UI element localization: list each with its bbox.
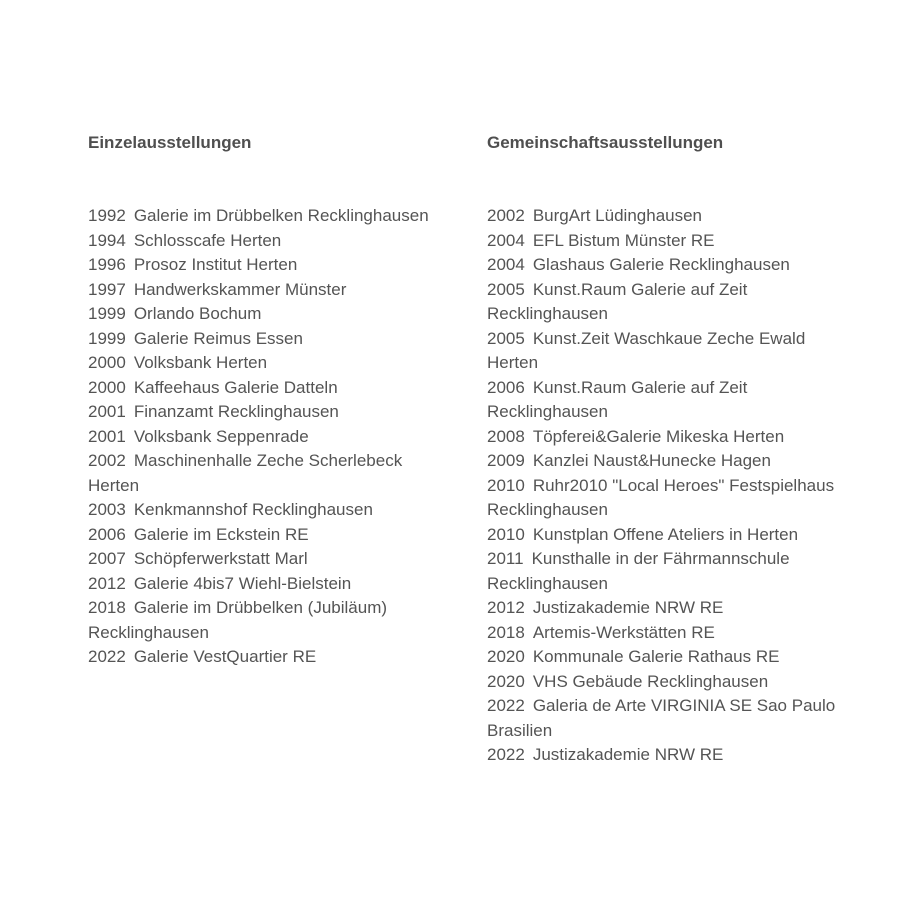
exhibition-venue: Kunstplan Offene Ateliers in Herten [532, 524, 799, 544]
exhibition-entry [487, 645, 847, 670]
solo-exhibitions-heading: Einzelausstellungen [88, 133, 252, 152]
exhibition-venue: Kunsthalle in der Fährmannschule Recklinghausen [487, 549, 790, 593]
exhibition-entry [88, 547, 448, 572]
exhibition-year: 2010 [487, 524, 525, 544]
exhibition-venue: VHS Gebäude Recklinghausen [532, 671, 769, 691]
exhibition-year: 2012 [487, 598, 525, 617]
exhibition-entry [88, 572, 448, 597]
exhibition-year: 2005 [487, 279, 525, 299]
exhibition-venue: Orlando Bochum [133, 304, 262, 323]
exhibition-year: 1996 [88, 255, 126, 274]
exhibition-entry [487, 327, 847, 376]
exhibition-year: 2018 [487, 622, 525, 642]
exhibition-venue: Finanzamt Recklinghausen [133, 402, 339, 421]
exhibition-venue: Kunst.Zeit Waschkaue Zeche Ewald Herten [487, 328, 806, 372]
exhibition-year: 2009 [487, 451, 525, 470]
exhibition-entry [487, 523, 847, 548]
exhibition-entry [88, 278, 448, 303]
exhibition-venue: Töpferei&Galerie Mikeska Herten [532, 426, 785, 446]
exhibition-entry [88, 596, 448, 645]
exhibition-entry [88, 351, 448, 376]
exhibition-year: 2018 [88, 598, 126, 617]
exhibition-entry [487, 376, 847, 425]
exhibition-entry [487, 278, 847, 327]
exhibition-entry [487, 743, 847, 768]
exhibition-venue: Galerie Reimus Essen [133, 328, 303, 348]
exhibition-year: 1992 [88, 206, 126, 225]
exhibition-entry [88, 523, 448, 548]
exhibition-entry [88, 302, 448, 327]
exhibition-entry [487, 621, 847, 646]
exhibition-venue: Maschinenhalle Zeche Scherlebeck Herten [88, 451, 403, 495]
exhibition-venue: Volksbank Seppenrade [133, 426, 309, 446]
exhibition-venue: Kenkmannshof Recklinghausen [133, 500, 373, 519]
exhibition-entry [487, 204, 847, 229]
exhibition-year: 2001 [88, 402, 126, 421]
exhibition-venue: Kommunale Galerie Rathaus RE [532, 647, 780, 666]
exhibition-year: 2011 [487, 549, 524, 568]
exhibition-year: 2020 [487, 671, 525, 691]
exhibition-entry [487, 694, 847, 743]
exhibition-venue: Kaffeehaus Galerie Datteln [133, 377, 338, 397]
exhibition-entry [88, 204, 448, 229]
exhibition-entry [487, 547, 847, 596]
solo-exhibitions-column [88, 131, 458, 666]
exhibition-year: 2012 [88, 573, 126, 593]
exhibition-entry [88, 425, 448, 450]
exhibition-venue: Galeria de Arte VIRGINIA SE Sao Paulo Brasilien [487, 696, 836, 740]
exhibition-year: 2020 [487, 647, 525, 666]
exhibition-entry [88, 376, 448, 401]
exhibition-venue: Justizakademie NRW RE [532, 745, 724, 764]
exhibition-venue: Kunst.Raum Galerie auf Zeit Recklinghausen [487, 279, 748, 323]
exhibition-year: 2022 [487, 696, 525, 715]
exhibition-year: 2000 [88, 377, 126, 397]
solo-exhibitions-list [88, 204, 448, 670]
exhibition-year: 2007 [88, 549, 126, 568]
exhibition-entry [487, 229, 847, 254]
exhibition-year: 2001 [88, 426, 126, 446]
exhibition-venue: Galerie 4bis7 Wiehl-Bielstein [133, 573, 352, 593]
exhibition-venue: Kunst.Raum Galerie auf Zeit Recklinghausen [487, 377, 748, 421]
exhibition-entry [88, 449, 448, 498]
exhibition-year: 2010 [487, 475, 525, 495]
exhibition-entry [487, 253, 847, 278]
exhibition-year: 2022 [88, 647, 126, 666]
exhibition-venue: EFL Bistum Münster RE [532, 230, 715, 250]
exhibition-year: 2006 [88, 524, 126, 544]
exhibition-year: 2004 [487, 230, 525, 250]
exhibition-entry [487, 596, 847, 621]
exhibition-year: 1999 [88, 304, 126, 323]
group-exhibitions-list [487, 204, 847, 768]
exhibition-venue: Schlosscafe Herten [133, 230, 282, 250]
exhibition-venue: Glashaus Galerie Recklinghausen [532, 255, 790, 274]
exhibition-venue: Handwerkskammer Münster [133, 279, 347, 299]
exhibition-entry [487, 670, 847, 695]
exhibition-year: 1999 [88, 328, 126, 348]
exhibition-entry [88, 327, 448, 352]
exhibition-venue: Justizakademie NRW RE [532, 598, 724, 617]
exhibition-venue: Artemis-Werkstätten RE [532, 622, 715, 642]
exhibition-year: 2004 [487, 255, 525, 274]
exhibition-year: 2000 [88, 353, 126, 372]
group-exhibitions-column [487, 131, 857, 764]
exhibition-entry [88, 498, 448, 523]
exhibition-venue: Galerie im Drübbelken Recklinghausen [133, 206, 429, 225]
exhibition-year: 2003 [88, 500, 126, 519]
exhibition-venue: Galerie VestQuartier RE [133, 647, 317, 666]
exhibition-venue: Schöpferwerkstatt Marl [133, 549, 308, 568]
exhibition-entry [487, 425, 847, 450]
exhibition-venue: Kanzlei Naust&Hunecke Hagen [532, 451, 771, 470]
exhibition-venue: Ruhr2010 "Local Heroes" Festspielhaus Recklinghausen [487, 475, 835, 519]
exhibition-year: 2002 [487, 206, 525, 225]
exhibition-entry [487, 474, 847, 523]
group-exhibitions-heading: Gemeinschaftsausstellungen [487, 133, 724, 152]
exhibition-year: 2002 [88, 451, 126, 470]
exhibition-entry [88, 645, 448, 670]
exhibition-entry [88, 229, 448, 254]
exhibition-year: 2022 [487, 745, 525, 764]
exhibition-year: 2006 [487, 377, 525, 397]
exhibition-entry [88, 400, 448, 425]
exhibition-year: 1994 [88, 230, 126, 250]
exhibition-year: 2008 [487, 426, 525, 446]
exhibition-venue: Prosoz Institut Herten [133, 255, 298, 274]
exhibition-year: 2005 [487, 328, 525, 348]
exhibition-year: 1997 [88, 279, 126, 299]
exhibition-venue: Galerie im Eckstein RE [133, 524, 309, 544]
exhibition-entry [487, 449, 847, 474]
exhibition-venue: BurgArt Lüdinghausen [532, 206, 703, 225]
exhibition-entry [88, 253, 448, 278]
exhibition-venue: Galerie im Drübbelken (Jubiläum) Recklinghausen [88, 598, 388, 642]
exhibition-venue: Volksbank Herten [133, 353, 268, 372]
